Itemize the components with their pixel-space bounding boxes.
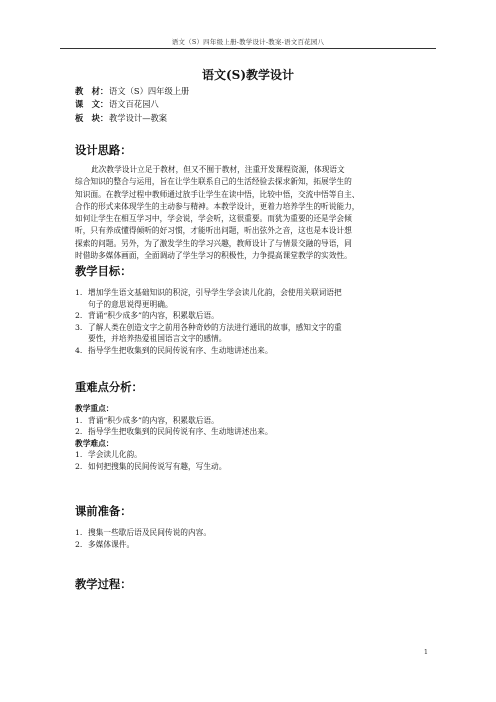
difficulty-list <box>75 449 436 472</box>
page-number: 1 <box>423 648 428 656</box>
list-item: 1. 背诵“积少成多”的内容，积累歇后语。 <box>75 415 219 425</box>
paragraph-line: 时借助多媒体画面，全面调动了学生学习的积极性，力争提高课堂教学的实效性。 <box>75 251 352 261</box>
focus-list <box>75 415 436 438</box>
difficulty-label: 教学难点： <box>75 438 114 448</box>
meta-value: 语文（S）四年级上册 <box>109 86 190 96</box>
list-item: 4. 指导学生把收集到的民间传说有序、生动地讲述出来。 <box>75 345 273 355</box>
meta-value: 教学设计—教案 <box>109 112 168 123</box>
section-key-points <box>75 379 436 473</box>
paragraph-line: 综合知识的整合与运用，旨在让学生联系自己的生活经验去探求新知，拓展学生的 <box>75 177 352 187</box>
paragraph-line: 听，只有养成懂得倾听的好习惯，才能听出问题，听出弦外之音，这也是本设计想 <box>75 226 352 236</box>
meta-key: 板 块： <box>75 112 109 123</box>
section-heading: 教学目标： <box>75 264 132 278</box>
list-item: 2. 背诵“积少成多”的内容，积累歇后语。 <box>75 311 219 321</box>
paragraph-line: 如何让学生在相互学习中，学会说，学会听，这很重要。而犹为重要的还是学会倾 <box>75 214 352 224</box>
focus-label: 教学重点： <box>75 404 114 413</box>
section-heading: 设计思路： <box>75 143 132 157</box>
list-item: 1. 搜集一些歇后语及民间传说的内容。 <box>75 528 212 537</box>
meta-row-textbook <box>75 85 189 98</box>
paragraph-line: 探索的问题。另外，为了激发学生的学习兴趣，教师设计了与情景交融的导语，同 <box>75 238 352 248</box>
objectives-list <box>75 287 436 357</box>
course-meta <box>75 85 189 125</box>
section-design-thinking <box>75 142 436 262</box>
meta-value: 语文百花园八 <box>109 99 159 110</box>
design-paragraph <box>75 164 436 262</box>
section-process <box>75 576 436 592</box>
document-title: 语文(S)教学设计 <box>201 68 295 82</box>
list-item: 1. 增加学生语文基础知识的积淀，引导学生学会读儿化韵，会使用关联词语把 句子的意思说得更明确。 <box>75 288 342 309</box>
running-header: 语文（S）四年级上册-教学设计-教案-语文百花园八 <box>171 38 325 46</box>
meta-key: 教 材： <box>75 86 109 96</box>
meta-key: 课 文： <box>75 99 109 110</box>
paragraph-line: 此次教学设计立足于教材，但又不囿于教材，注重开发课程资源，体现语文 <box>91 165 345 174</box>
preparation-list <box>75 527 436 550</box>
section-objectives <box>75 263 436 357</box>
meta-row-module <box>75 112 189 125</box>
meta-row-lesson <box>75 98 189 111</box>
section-preparation <box>75 503 436 550</box>
paragraph-line: 知识面。在教学过程中教师通过放手让学生在读中悟，比较中悟，交流中悟等自主、 <box>75 189 360 199</box>
header-divider <box>60 48 436 49</box>
section-heading: 教学过程： <box>75 577 132 591</box>
list-item: 3. 了解人类在创造文字之前用各种奇妙的方法进行通讯的故事，感知文字的重 要性，并培养热爱祖国语言文字的感情。 <box>75 322 342 344</box>
list-item: 1. 学会读儿化韵。 <box>75 450 142 460</box>
list-item: 2. 多媒体课件。 <box>75 539 135 549</box>
list-item: 2. 如何把搜集的民间传说写有趣，写生动。 <box>75 461 227 471</box>
section-heading: 重难点分析： <box>75 380 143 394</box>
list-item: 2. 指导学生把收集到的民间传说有序、生动地讲述出来。 <box>75 427 273 437</box>
section-heading: 课前准备： <box>75 504 132 518</box>
paragraph-line: 合作的形式来体现学生的主动参与精神。本教学设计，更着力培养学生的听说能力， <box>75 201 360 211</box>
